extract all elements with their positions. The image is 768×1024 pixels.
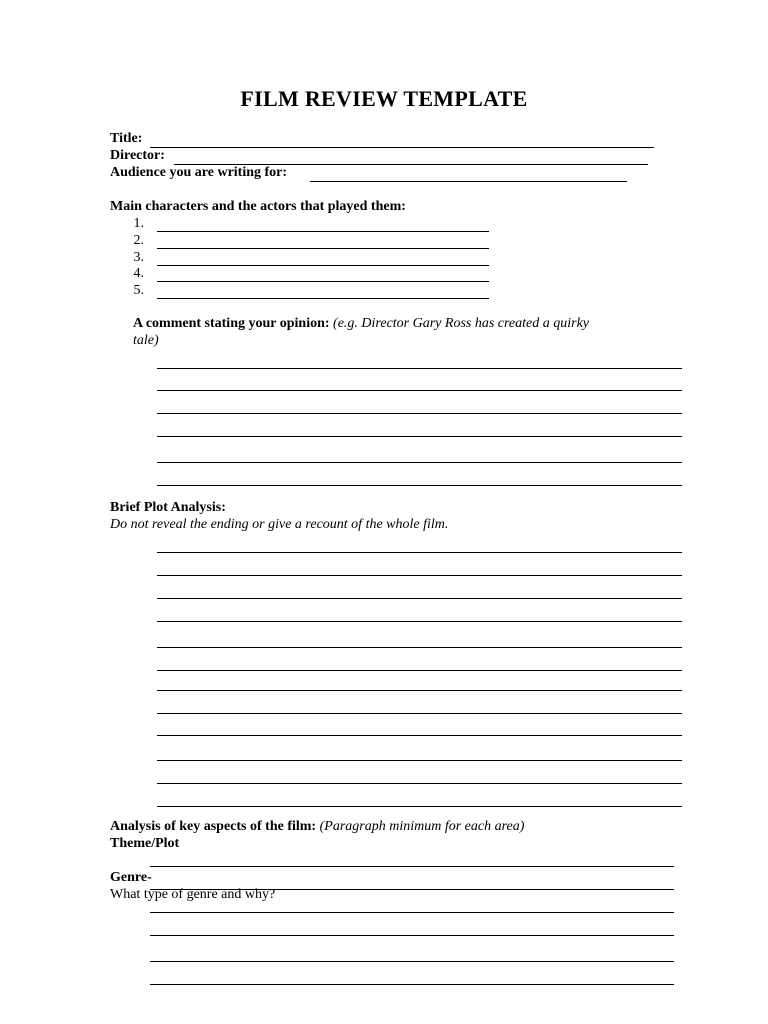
plot-line[interactable] bbox=[157, 760, 682, 761]
theme-line[interactable] bbox=[150, 866, 674, 867]
analysis-hint: (Paragraph minimum for each area) bbox=[319, 819, 525, 834]
list-item-number: 3. bbox=[133, 250, 144, 265]
genre-line[interactable] bbox=[150, 912, 674, 913]
plot-line[interactable] bbox=[157, 598, 682, 599]
opinion-line[interactable] bbox=[157, 462, 682, 463]
plot-heading: Brief Plot Analysis: bbox=[110, 500, 226, 515]
opinion-line[interactable] bbox=[157, 390, 682, 391]
list-item-number: 4. bbox=[133, 266, 144, 281]
theme-label: Theme/Plot bbox=[110, 836, 180, 851]
list-item-number: 5. bbox=[133, 283, 144, 298]
genre-question: What type of genre and why? bbox=[110, 887, 276, 902]
list-item-number: 2. bbox=[133, 233, 144, 248]
title-field-line[interactable] bbox=[150, 147, 654, 148]
character-line-3[interactable] bbox=[157, 265, 489, 266]
plot-line[interactable] bbox=[157, 552, 682, 553]
director-label: Director: bbox=[110, 148, 165, 163]
character-line-5[interactable] bbox=[157, 298, 489, 299]
audience-field-line[interactable] bbox=[310, 181, 627, 182]
opinion-prompt bbox=[133, 316, 589, 332]
character-line-2[interactable] bbox=[157, 248, 489, 249]
character-line-4[interactable] bbox=[157, 281, 489, 282]
audience-label: Audience you are writing for: bbox=[110, 165, 288, 180]
genre-line[interactable] bbox=[150, 935, 674, 936]
plot-line[interactable] bbox=[157, 621, 682, 622]
plot-line[interactable] bbox=[157, 647, 682, 648]
plot-line[interactable] bbox=[157, 670, 682, 671]
opinion-line[interactable] bbox=[157, 368, 682, 369]
character-line-1[interactable] bbox=[157, 231, 489, 232]
plot-line[interactable] bbox=[157, 713, 682, 714]
plot-line[interactable] bbox=[157, 690, 682, 691]
opinion-line[interactable] bbox=[157, 413, 682, 414]
opinion-label: A comment stating your opinion: bbox=[133, 316, 330, 331]
plot-line[interactable] bbox=[157, 575, 682, 576]
opinion-line[interactable] bbox=[157, 485, 682, 486]
analysis-prompt bbox=[110, 819, 524, 835]
title-label: Title: bbox=[110, 131, 143, 146]
plot-line[interactable] bbox=[157, 783, 682, 784]
page-title: FILM REVIEW TEMPLATE bbox=[240, 86, 528, 111]
opinion-hint: (e.g. Director Gary Ross has created a quirky bbox=[333, 316, 590, 331]
genre-line[interactable] bbox=[150, 984, 674, 985]
list-item-number: 1. bbox=[133, 216, 144, 231]
opinion-hint-continued: tale) bbox=[133, 333, 159, 348]
characters-heading: Main characters and the actors that played them: bbox=[110, 199, 406, 214]
genre-label: Genre- bbox=[110, 870, 152, 885]
opinion-line[interactable] bbox=[157, 436, 682, 437]
genre-line[interactable] bbox=[150, 961, 674, 962]
plot-note: Do not reveal the ending or give a recount of the whole film. bbox=[110, 517, 449, 532]
plot-line[interactable] bbox=[157, 735, 682, 736]
analysis-label: Analysis of key aspects of the film: bbox=[110, 819, 317, 834]
plot-line[interactable] bbox=[157, 806, 682, 807]
